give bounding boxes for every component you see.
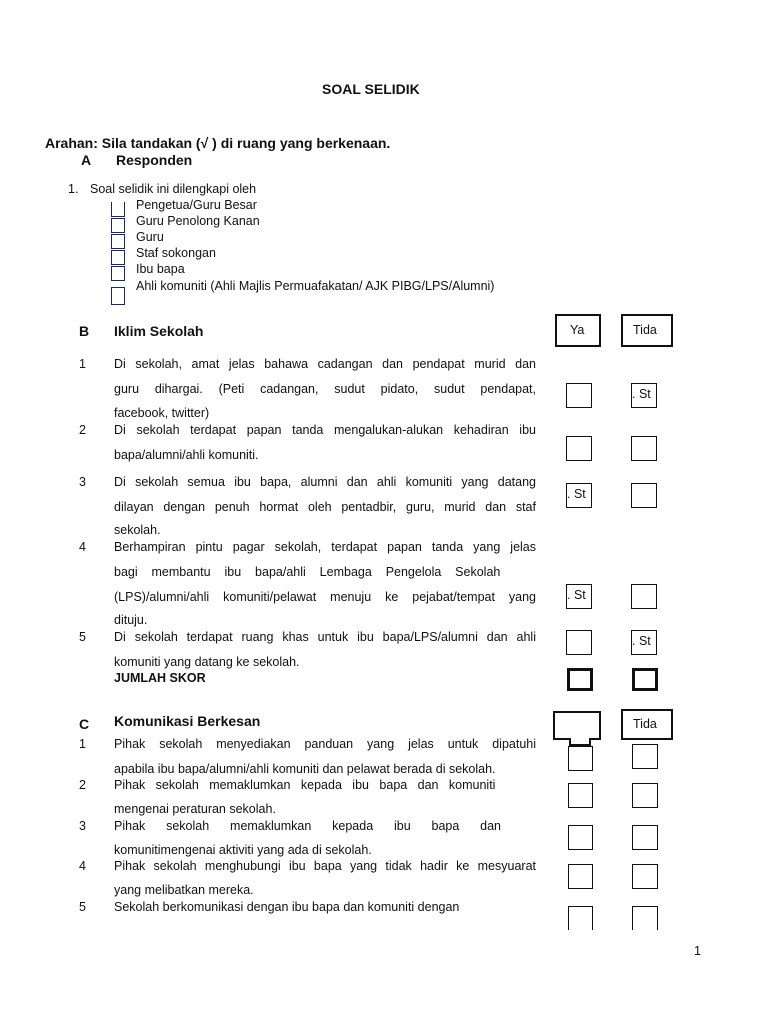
column-header-ya [553,711,601,740]
b-item-number: 1 [79,357,86,371]
answer-box-tidak[interactable] [632,783,658,808]
section-c-heading: Komunikasi Berkesan [114,713,261,729]
total-score-tidak[interactable] [632,668,658,691]
c-item-text: yang melibatkan mereka. [114,883,254,897]
option-checkbox[interactable] [111,234,125,249]
answer-box-ya[interactable] [566,383,592,408]
c-item-text: Pihak sekolah memaklumkan kepada ibu bapa dan komuniti [114,778,496,792]
total-score-ya[interactable] [567,668,593,691]
b-item-number: 2 [79,423,86,437]
b-item-text: sekolah. [114,523,161,537]
answer-box-tidak[interactable]: . St [631,630,657,655]
section-a-letter: A [81,152,92,168]
b-item-text: bagi membantu ibu bapa/ahli Lembaga Pengelola Sekolah [114,565,501,579]
answer-box-ya[interactable] [566,436,592,461]
b-item-text: Di sekolah terdapat papan tanda mengalukan-alukan kehadiran ibu [114,423,536,437]
answer-box-ya[interactable] [568,783,593,808]
answer-box-ya[interactable] [568,906,593,930]
q1-number: 1. [68,182,79,196]
c-item-text: komunitimengenai aktiviti yang ada di sekolah. [114,843,372,857]
c-item-text: Pihak sekolah memaklumkan kepada ibu bapa dan [114,819,502,833]
option-checkbox[interactable] [111,266,125,281]
answer-box-ya[interactable]: . St [566,584,592,609]
b-item-text: guru dihargai. (Peti cadangan, sudut pidato, sudut pendapat, [114,382,536,396]
answer-box-ya[interactable]: . St [566,483,592,508]
option-checkbox[interactable] [111,250,125,265]
b-item-text: Berhampiran pintu pagar sekolah, terdapat papan tanda yang jelas [114,540,536,554]
c-item-text: Sekolah berkomunikasi dengan ibu bapa dan komuniti dengan [114,900,460,914]
q1-text: Soal selidik ini dilengkapi oleh [90,182,257,196]
option-label: Ibu bapa [136,262,185,276]
answer-box-tidak[interactable] [632,864,658,889]
option-checkbox[interactable] [111,287,125,305]
b-item-number: 5 [79,630,86,644]
b-item-number: 3 [79,475,86,489]
answer-box-tidak[interactable] [631,483,657,508]
option-checkbox[interactable] [111,202,125,217]
option-label: Staf sokongan [136,246,216,260]
answer-box-tidak[interactable] [632,825,658,850]
c-item-text: apabila ibu bapa/alumni/ahli komuniti dan pelawat berada di sekolah. [114,762,496,776]
instructions: Arahan: Sila tandakan (√ ) di ruang yang berkenaan. [45,135,391,151]
b-item-text: Di sekolah semua ibu bapa, alumni dan ahli komuniti yang datang [114,475,536,489]
b-item-text: (LPS)/alumni/ahli komuniti/pelawat menuju ke pejabat/tempat yang [114,590,536,604]
answer-box-tidak[interactable] [632,744,658,769]
option-label: Pengetua/Guru Besar [136,198,257,212]
section-a-heading: Responden [116,152,193,168]
answer-box-ya[interactable] [566,630,592,655]
c-item-text: Pihak sekolah menghubungi ibu bapa yang tidak hadir ke mesyuarat [114,859,536,873]
option-label: Guru [136,230,164,244]
answer-box-tidak[interactable] [631,436,657,461]
b-item-text: Di sekolah, amat jelas bahawa cadangan dan pendapat murid dan [114,357,536,371]
answer-box-tidak[interactable] [631,584,657,609]
answer-box-ya[interactable] [568,864,593,889]
column-header-tidak: Tida [621,314,673,347]
total-score-label: JUMLAH SKOR [114,671,206,685]
c-item-number: 1 [79,737,86,751]
page-number: 1 [694,944,701,958]
b-item-text: dituju. [114,613,148,627]
option-checkbox[interactable] [111,218,125,233]
column-header-tab [569,738,591,746]
answer-box-ya[interactable] [568,825,593,850]
page-title: SOAL SELIDIK [322,81,420,97]
answer-box-tidak[interactable]: . St [631,383,657,408]
option-label: Guru Penolong Kanan [136,214,260,228]
b-item-text: komuniti yang datang ke sekolah. [114,655,300,669]
b-item-text: Di sekolah terdapat ruang khas untuk ibu bapa/LPS/alumni dan ahli [114,630,536,644]
c-item-number: 3 [79,819,86,833]
c-item-number: 2 [79,778,86,792]
c-item-text: mengenai peraturan sekolah. [114,802,276,816]
c-item-number: 5 [79,900,86,914]
page-cut [0,930,768,931]
section-b-letter: B [79,323,90,339]
column-header-ya: Ya [555,314,601,347]
section-b-heading: Iklim Sekolah [114,323,204,339]
c-item-text: Pihak sekolah menyediakan panduan yang jelas untuk dipatuhi [114,737,536,751]
column-header-tidak: Tida [621,709,673,740]
answer-box-tidak[interactable] [632,906,658,930]
answer-box-ya[interactable] [568,746,593,771]
b-item-text: bapa/alumni/ahli komuniti. [114,448,259,462]
b-item-text: dilayan dengan penuh hormat oleh pentadbir, guru, murid dan staf [114,500,536,514]
b-item-number: 4 [79,540,86,554]
b-item-text: facebook, twitter) [114,406,210,420]
c-item-number: 4 [79,859,86,873]
section-c-letter: C [79,716,90,732]
option-label: Ahli komuniti (Ahli Majlis Permuafakatan/ AJK PIBG/LPS/Alumni) [136,279,495,293]
